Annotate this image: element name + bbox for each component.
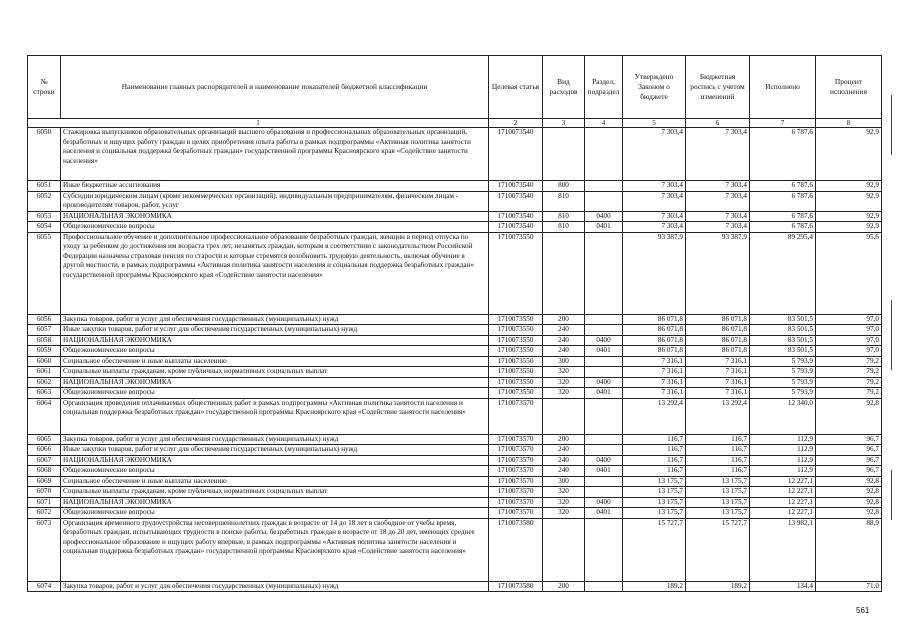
row-percent: 96,7 [816,455,882,466]
row-executed: 112,9 [750,455,816,466]
row-executed: 12 227,1 [750,497,816,508]
row-approved: 13 175,7 [623,508,686,519]
row-budget-list: 86 071,8 [686,335,750,346]
row-target-article: 1710073540 [489,128,543,181]
row-approved: 93 387,9 [623,232,686,314]
header-name: Наименование главных распорядителей и наименование показателей бюджетной классификации [61,56,489,119]
row-executed: 112,9 [750,445,816,456]
row-expense-type: 810 [543,191,585,211]
table-row [28,335,882,346]
row-expense-type [543,232,585,314]
table-row [28,388,882,399]
row-section [585,434,623,445]
row-number: 6052 [28,191,61,211]
row-executed: 6 787,6 [750,128,816,181]
row-section [585,128,623,181]
row-executed: 83 501,5 [750,346,816,357]
row-approved: 116,7 [623,466,686,477]
row-section [585,181,623,192]
row-target-article: 1710073550 [489,335,543,346]
row-target-article: 1710073540 [489,181,543,192]
row-approved: 13 175,7 [623,487,686,498]
table-row [28,181,882,192]
row-budget-list: 7 303,4 [686,128,750,181]
row-target-article: 1710073550 [489,367,543,378]
row-target-article: 1710073570 [489,508,543,519]
row-approved: 86 071,8 [623,314,686,325]
row-number: 6065 [28,434,61,445]
row-section [585,191,623,211]
row-approved: 7 316,1 [623,377,686,388]
column-number-8: 8 [816,119,882,128]
row-name: Общеэкономические вопросы [61,508,489,519]
row-section [585,445,623,456]
row-approved: 86 071,8 [623,346,686,357]
row-approved: 7 303,4 [623,222,686,233]
row-executed: 112,9 [750,466,816,477]
row-expense-type: 320 [543,377,585,388]
row-budget-list: 13 292,4 [686,398,750,434]
row-section [585,367,623,378]
row-number: 6073 [28,518,61,581]
row-executed: 5 793,9 [750,377,816,388]
row-number: 6071 [28,497,61,508]
row-budget-list: 86 071,8 [686,314,750,325]
row-budget-list: 189,2 [686,581,750,592]
row-budget-list: 93 387,9 [686,232,750,314]
row-expense-type: 320 [543,388,585,399]
column-number-3: 3 [543,119,585,128]
row-target-article: 1710073580 [489,581,543,592]
row-number: 6055 [28,232,61,314]
table-row [28,356,882,367]
row-name: Социальное обеспечение и иные выплаты населению [61,356,489,367]
table-row [28,398,882,434]
row-approved: 7 303,4 [623,191,686,211]
row-expense-type: 240 [543,346,585,357]
row-name: Закупка товаров, работ и услуг для обеспечения государственных (муниципальных) нужд [61,434,489,445]
row-name: Организация временного трудоустройства несовершеннолетних граждан в возрасте от 14 до 18 лет в свободное от учебы время, безработных граждан, испытывающих трудности в поиске работы, безработных граждан в возрасте от 18 до 20 лет, имеющих среднее профессиональное образование и ищущих работу впервые, в рамках подпрограммы «Активная политика занятости населения и социальная поддержка безработных граждан» государственной программы Красноярского края «Содействие занятости населения» [61,518,489,581]
row-number: 6054 [28,222,61,233]
table-row [28,508,882,519]
table-row [28,487,882,498]
row-percent: 92,9 [816,211,882,222]
table-row [28,314,882,325]
row-name: Общеэкономические вопросы [61,346,489,357]
header-executed: Исполнено [750,56,816,119]
row-expense-type: 320 [543,487,585,498]
row-expense-type: 240 [543,445,585,456]
row-section: 0401 [585,466,623,477]
row-percent: 92,9 [816,128,882,181]
row-section [585,581,623,592]
row-target-article: 1710073550 [489,377,543,388]
row-name: НАЦИОНАЛЬНАЯ ЭКОНОМИКА [61,335,489,346]
row-approved: 15 727,7 [623,518,686,581]
row-budget-list: 86 071,8 [686,325,750,336]
row-executed: 6 787,6 [750,222,816,233]
row-expense-type: 320 [543,367,585,378]
row-percent: 92,8 [816,508,882,519]
table-row [28,377,882,388]
row-section: 0400 [585,497,623,508]
table-row [28,466,882,477]
row-percent: 92,8 [816,487,882,498]
table-row [28,232,882,314]
row-expense-type [543,518,585,581]
row-target-article: 1710073540 [489,222,543,233]
row-expense-type: 200 [543,314,585,325]
row-section: 0400 [585,211,623,222]
row-target-article: 1710073540 [489,211,543,222]
row-name: НАЦИОНАЛЬНАЯ ЭКОНОМИКА [61,497,489,508]
row-target-article: 1710073570 [489,398,543,434]
table-row [28,581,882,592]
row-approved: 116,7 [623,434,686,445]
row-target-article: 1710073550 [489,346,543,357]
row-percent: 79,2 [816,377,882,388]
row-percent: 96,7 [816,434,882,445]
row-approved: 86 071,8 [623,335,686,346]
row-name: НАЦИОНАЛЬНАЯ ЭКОНОМИКА [61,377,489,388]
row-target-article: 1710073540 [489,191,543,211]
row-percent: 79,2 [816,356,882,367]
row-approved: 13 292,4 [623,398,686,434]
row-percent: 92,8 [816,476,882,487]
row-name: Иные закупки товаров, работ и услуг для обеспечения государственных (муниципальных) нужд [61,445,489,456]
table-row [28,128,882,181]
row-approved: 7 303,4 [623,211,686,222]
row-name: Социальные выплаты гражданам, кроме публичных нормативных социальных выплат [61,367,489,378]
row-budget-list: 15 727,7 [686,518,750,581]
row-executed: 12 227,1 [750,508,816,519]
row-executed: 5 793,9 [750,356,816,367]
row-approved: 116,7 [623,455,686,466]
row-name: НАЦИОНАЛЬНАЯ ЭКОНОМИКА [61,455,489,466]
column-number-6: 6 [686,119,750,128]
header-row-number: № строки [28,56,61,119]
row-name: Иные бюджетные ассигнования [61,181,489,192]
table-row [28,434,882,445]
row-name: Закупка товаров, работ и услуг для обеспечения государственных (муниципальных) нужд [61,314,489,325]
row-number: 6060 [28,356,61,367]
row-expense-type: 240 [543,325,585,336]
row-approved: 116,7 [623,445,686,456]
row-approved: 7 303,4 [623,181,686,192]
row-executed: 12 340,0 [750,398,816,434]
table-row [28,222,882,233]
row-section: 0401 [585,508,623,519]
row-section [585,325,623,336]
table-row [28,191,882,211]
table-row [28,476,882,487]
row-budget-list: 86 071,8 [686,346,750,357]
row-name: Закупка товаров, работ и услуг для обеспечения государственных (муниципальных) нужд [61,581,489,592]
row-name: Организация проведения оплачиваемых общественных работ в рамках подпрограммы «Активная политика занятости населения и социальная поддержка безработных граждан» государственной программы Красноярского края «Содействие занятости населения» [61,398,489,434]
header-approved: Утверждено Законом о бюджете [623,56,686,119]
table-row [28,346,882,357]
row-percent: 79,2 [816,367,882,378]
row-budget-list: 116,7 [686,434,750,445]
row-percent: 79,2 [816,388,882,399]
row-target-article: 1710073570 [489,455,543,466]
row-budget-list: 13 175,7 [686,497,750,508]
column-number-5: 5 [623,119,686,128]
row-name: Социальное обеспечение и иные выплаты населению [61,476,489,487]
table-row [28,367,882,378]
row-budget-list: 7 303,4 [686,222,750,233]
row-number: 6050 [28,128,61,181]
row-percent: 97,0 [816,314,882,325]
row-section [585,487,623,498]
budget-execution-table [27,55,882,592]
edge-scan-mark [891,95,892,155]
row-budget-list: 7 303,4 [686,191,750,211]
header-expense-type: Вид расходов [543,56,585,119]
row-target-article: 1710073580 [489,518,543,581]
row-percent: 71,0 [816,581,882,592]
row-target-article: 1710073570 [489,466,543,477]
row-section [585,356,623,367]
table-header-row [28,56,882,119]
row-expense-type [543,398,585,434]
table-row [28,445,882,456]
row-section [585,314,623,325]
page-number: 561 [856,606,870,615]
row-executed: 6 787,6 [750,181,816,192]
row-section: 0401 [585,222,623,233]
row-budget-list: 116,7 [686,445,750,456]
row-expense-type: 300 [543,356,585,367]
row-executed: 5 793,9 [750,367,816,378]
row-budget-list: 116,7 [686,466,750,477]
row-number: 6056 [28,314,61,325]
row-budget-list: 7 316,1 [686,356,750,367]
row-approved: 13 175,7 [623,476,686,487]
edge-scan-mark [891,470,892,520]
row-percent: 92,9 [816,191,882,211]
row-approved: 13 175,7 [623,497,686,508]
column-number-row [28,119,882,128]
row-expense-type: 800 [543,181,585,192]
row-budget-list: 7 303,4 [686,211,750,222]
row-expense-type: 320 [543,497,585,508]
column-number-1: 1 [28,119,489,128]
row-section: 0401 [585,346,623,357]
column-number-7: 7 [750,119,816,128]
row-number: 6072 [28,508,61,519]
column-number-2: 2 [489,119,543,128]
row-number: 6061 [28,367,61,378]
row-executed: 12 227,1 [750,487,816,498]
row-percent: 92,8 [816,497,882,508]
row-section: 0400 [585,455,623,466]
row-section: 0400 [585,335,623,346]
row-percent: 92,9 [816,181,882,192]
row-executed: 6 787,6 [750,191,816,211]
row-target-article: 1710073570 [489,476,543,487]
row-expense-type: 320 [543,508,585,519]
row-approved: 7 316,1 [623,388,686,399]
row-name: Субсидии юридическим лицам (кроме некоммерческих организаций), индивидуальным предпринимателям, физическим лицам - производителям товаров, работ, услуг [61,191,489,211]
edge-scan-mark [891,300,892,370]
row-approved: 7 316,1 [623,367,686,378]
row-percent: 97,0 [816,335,882,346]
row-target-article: 1710073550 [489,314,543,325]
row-percent: 97,0 [816,346,882,357]
row-name: Профессиональное обучение и дополнительное профессиональное образование безработных граждан, женщин в период отпуска по уходу за ребенком до достижения им возраста трех лет, незанятых граждан, которым в соответствии с законодательством Российской Федерации назначена страховая пенсия по старости и которые стремятся возобновить трудовую деятельность, включая обучение в другой местности, в рамках подпрограммы «Активная политика занятости населения и социальная поддержка безработных граждан» государственной программы Красноярского края «Содействие занятости населения» [61,232,489,314]
row-percent: 96,7 [816,466,882,477]
table-body [28,128,882,592]
row-executed: 83 501,5 [750,325,816,336]
row-budget-list: 13 175,7 [686,487,750,498]
row-approved: 86 071,8 [623,325,686,336]
row-executed: 5 793,9 [750,388,816,399]
row-number: 6067 [28,455,61,466]
row-expense-type: 200 [543,434,585,445]
row-percent: 97,0 [816,325,882,336]
table-row [28,518,882,581]
row-executed: 83 501,5 [750,335,816,346]
row-budget-list: 116,7 [686,455,750,466]
header-percent: Процент исполнения [816,56,882,119]
row-name: Иные закупки товаров, работ и услуг для обеспечения государственных (муниципальных) нужд [61,325,489,336]
row-executed: 12 227,1 [750,476,816,487]
row-expense-type: 200 [543,581,585,592]
row-target-article: 1710073570 [489,445,543,456]
row-approved: 7 303,4 [623,128,686,181]
row-number: 6058 [28,335,61,346]
row-name: НАЦИОНАЛЬНАЯ ЭКОНОМИКА [61,211,489,222]
row-target-article: 1710073570 [489,497,543,508]
row-number: 6064 [28,398,61,434]
row-expense-type: 240 [543,466,585,477]
row-number: 6069 [28,476,61,487]
row-number: 6074 [28,581,61,592]
row-section: 0401 [585,388,623,399]
row-section [585,518,623,581]
header-target-article: Целевая статья [489,56,543,119]
row-target-article: 1710073550 [489,388,543,399]
row-budget-list: 7 316,1 [686,367,750,378]
row-number: 6070 [28,487,61,498]
row-budget-list: 13 175,7 [686,476,750,487]
row-executed: 6 787,6 [750,211,816,222]
row-budget-list: 7 303,4 [686,181,750,192]
row-number: 6066 [28,445,61,456]
row-approved: 7 316,1 [623,356,686,367]
row-expense-type: 240 [543,335,585,346]
row-target-article: 1710073550 [489,325,543,336]
row-target-article: 1710073550 [489,356,543,367]
row-target-article: 1710073550 [489,232,543,314]
row-percent: 92,8 [816,398,882,434]
row-budget-list: 7 316,1 [686,377,750,388]
row-expense-type: 240 [543,455,585,466]
row-section [585,232,623,314]
row-number: 6062 [28,377,61,388]
header-section: Раздел, подраздел [585,56,623,119]
row-name: Общеэкономические вопросы [61,466,489,477]
row-budget-list: 13 175,7 [686,508,750,519]
row-name: Общеэкономические вопросы [61,222,489,233]
row-approved: 189,2 [623,581,686,592]
table-row [28,497,882,508]
row-name: Стажировка выпускников образовательных организаций высшего образования и профессиональных образовательных организаций, безработных и ищущих работу граждан в целях приобретения опыта работы в рамках подпрограммы «Активная политика занятости населения и социальная поддержка безработных граждан» государственной программы Красноярского края «Содействие занятости населения» [61,128,489,181]
row-section: 0400 [585,377,623,388]
row-section [585,476,623,487]
row-executed: 134,4 [750,581,816,592]
table-row [28,455,882,466]
row-budget-list: 7 316,1 [686,388,750,399]
row-percent: 92,9 [816,222,882,233]
table-row [28,211,882,222]
row-number: 6063 [28,388,61,399]
row-percent: 95,6 [816,232,882,314]
row-name: Общеэкономические вопросы [61,388,489,399]
header-budget-list: Бюджетная роспись с учетом изменений [686,56,750,119]
row-executed: 112,9 [750,434,816,445]
row-percent: 96,7 [816,445,882,456]
row-number: 6057 [28,325,61,336]
row-target-article: 1710073570 [489,487,543,498]
row-expense-type: 300 [543,476,585,487]
row-target-article: 1710073570 [489,434,543,445]
row-executed: 83 501,5 [750,314,816,325]
table-row [28,325,882,336]
row-section [585,398,623,434]
row-executed: 89 295,4 [750,232,816,314]
row-expense-type [543,128,585,181]
row-number: 6059 [28,346,61,357]
row-expense-type: 810 [543,222,585,233]
row-number: 6053 [28,211,61,222]
row-executed: 13 982,1 [750,518,816,581]
row-number: 6068 [28,466,61,477]
row-expense-type: 810 [543,211,585,222]
row-name: Социальные выплаты гражданам, кроме публичных нормативных социальных выплат [61,487,489,498]
row-number: 6051 [28,181,61,192]
row-percent: 88,9 [816,518,882,581]
column-number-4: 4 [585,119,623,128]
